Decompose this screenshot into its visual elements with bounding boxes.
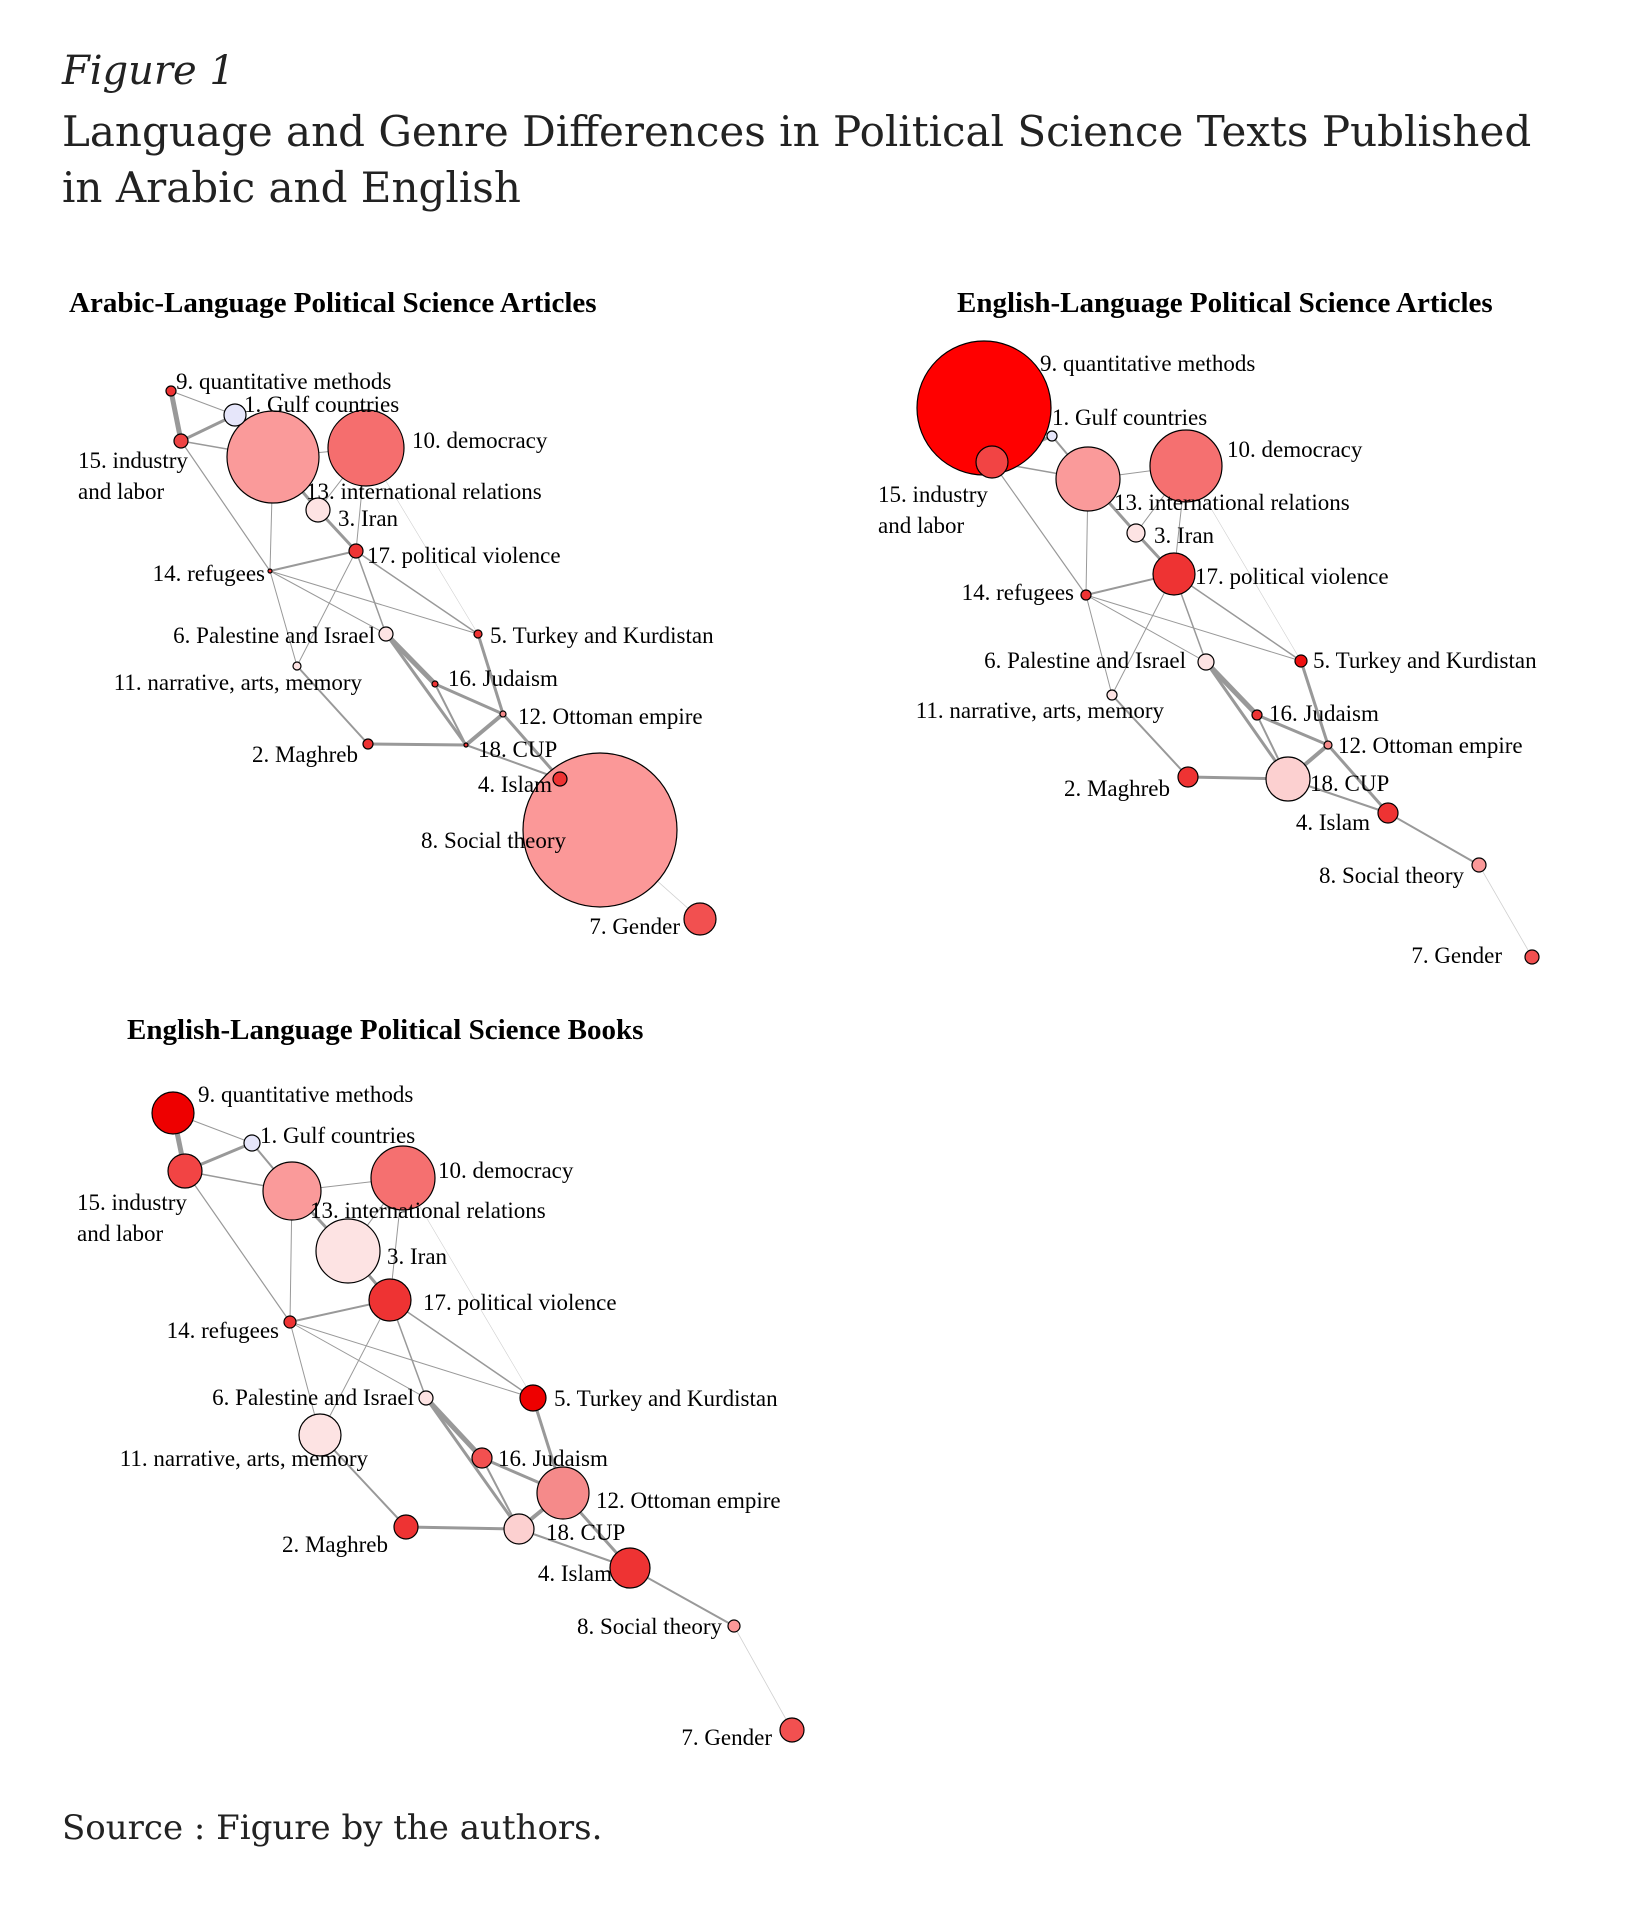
node-label-17: 17. political violence xyxy=(367,543,561,568)
node-14 xyxy=(284,1316,296,1328)
node-1 xyxy=(224,404,246,426)
node-label-8: 8. Social theory xyxy=(1319,863,1464,888)
node-label-12: 12. Ottoman empire xyxy=(1338,733,1523,758)
node-8 xyxy=(728,1620,740,1632)
node-label-18: 18. CUP xyxy=(1310,771,1390,796)
edge-16-18 xyxy=(435,684,466,745)
node-9 xyxy=(166,386,176,396)
node-label-9: 9. quantitative methods xyxy=(198,1082,414,1107)
node-7 xyxy=(780,1718,804,1742)
node-label-15: 15. industry and labor xyxy=(78,448,188,504)
node-label-5: 5. Turkey and Kurdistan xyxy=(490,623,714,648)
node-label-5: 5. Turkey and Kurdistan xyxy=(554,1386,778,1411)
node-label-13: 13. international relations xyxy=(310,1198,546,1223)
edge-6-16 xyxy=(386,634,435,684)
node-label-4: 4. Islam xyxy=(537,1561,612,1586)
node-label-11: 11. narrative, arts, memory xyxy=(113,670,362,695)
node-16 xyxy=(1252,710,1262,720)
node-label-18: 18. CUP xyxy=(478,737,558,762)
node-label-3: 3. Iran xyxy=(387,1244,448,1269)
node-17 xyxy=(1153,553,1195,595)
node-6 xyxy=(379,627,393,641)
node-label-11: 11. narrative, arts, memory xyxy=(915,698,1164,723)
edge-8-7 xyxy=(734,1626,792,1730)
node-label-3: 3. Iran xyxy=(338,506,399,531)
node-label-3: 3. Iran xyxy=(1154,523,1215,548)
panel-title: English-Language Political Science Articles xyxy=(957,287,1493,319)
node-16 xyxy=(472,1448,492,1468)
node-label-17: 17. political violence xyxy=(1195,564,1389,589)
node-12 xyxy=(537,1467,589,1519)
node-4 xyxy=(1378,803,1398,823)
node-label-12: 12. Ottoman empire xyxy=(596,1488,781,1513)
node-label-16: 16. Judaism xyxy=(498,1446,608,1471)
node-5 xyxy=(1295,655,1307,667)
node-15 xyxy=(976,446,1008,478)
node-label-14: 14. refugees xyxy=(166,1318,279,1343)
node-label-9: 9. quantitative methods xyxy=(1040,351,1256,376)
node-6 xyxy=(419,1391,433,1405)
node-label-10: 10. democracy xyxy=(438,1158,574,1183)
node-16 xyxy=(432,681,438,687)
node-label-2: 2. Maghreb xyxy=(281,1532,388,1557)
node-2 xyxy=(1178,767,1198,787)
node-label-15: 15. industry and labor xyxy=(878,482,988,538)
edge-14-11 xyxy=(270,571,297,666)
figure-label: Figure 1 xyxy=(62,48,235,94)
node-label-13: 13. international relations xyxy=(1114,490,1350,515)
node-label-4: 4. Islam xyxy=(477,772,552,797)
node-label-7: 7. Gender xyxy=(589,914,680,939)
node-7 xyxy=(684,903,716,935)
node-label-12: 12. Ottoman empire xyxy=(518,704,703,729)
edge-6-16 xyxy=(426,1398,482,1458)
node-5 xyxy=(474,630,482,638)
node-1 xyxy=(244,1135,260,1151)
node-18 xyxy=(464,743,468,747)
node-label-11: 11. narrative, arts, memory xyxy=(119,1446,368,1471)
node-7 xyxy=(1525,950,1539,964)
node-17 xyxy=(349,544,363,558)
node-14 xyxy=(268,569,272,573)
node-12 xyxy=(500,711,506,717)
node-12 xyxy=(1324,741,1332,749)
node-label-14: 14. refugees xyxy=(961,580,1074,605)
node-label-17: 17. political violence xyxy=(423,1290,617,1315)
edge-9-15 xyxy=(171,391,181,441)
edge-14-11 xyxy=(1086,595,1112,695)
panel-arabic-articles xyxy=(69,287,716,939)
node-label-1: 1. Gulf countries xyxy=(1052,405,1208,430)
panel-english-articles xyxy=(878,287,1539,968)
node-label-6: 6. Palestine and Israel xyxy=(984,648,1186,673)
node-4 xyxy=(553,772,567,786)
node-label-7: 7. Gender xyxy=(681,1725,772,1750)
node-11 xyxy=(293,662,301,670)
node-label-14: 14. refugees xyxy=(152,561,265,586)
node-3 xyxy=(1127,524,1145,542)
figure-title: Language and Genre Differences in Political Science Texts Published in Arabic and English xyxy=(62,107,1532,212)
node-label-1: 1. Gulf countries xyxy=(260,1123,416,1148)
node-label-13: 13. international relations xyxy=(306,479,542,504)
node-17 xyxy=(369,1279,411,1321)
node-label-4: 4. Islam xyxy=(1295,810,1370,835)
node-2 xyxy=(394,1515,418,1539)
edge-17-14 xyxy=(270,551,356,571)
node-5 xyxy=(520,1385,546,1411)
node-18 xyxy=(1266,757,1310,801)
node-label-10: 10. democracy xyxy=(1227,437,1363,462)
node-label-5: 5. Turkey and Kurdistan xyxy=(1313,648,1537,673)
panel-title: Arabic-Language Political Science Articles xyxy=(69,287,597,319)
figure-source: Source : Figure by the authors. xyxy=(62,1808,603,1848)
panel-title: English-Language Political Science Books xyxy=(127,1014,644,1046)
edge-4-8 xyxy=(1388,813,1479,865)
node-2 xyxy=(363,739,373,749)
edge-6-16 xyxy=(1206,662,1257,715)
node-18 xyxy=(504,1514,534,1544)
node-label-6: 6. Palestine and Israel xyxy=(173,623,375,648)
node-15 xyxy=(174,434,188,448)
node-14 xyxy=(1081,590,1091,600)
panel-english-books xyxy=(77,1014,804,1750)
node-label-2: 2. Maghreb xyxy=(251,742,358,767)
node-9 xyxy=(152,1092,194,1134)
node-1 xyxy=(1047,431,1057,441)
node-label-6: 6. Palestine and Israel xyxy=(212,1385,414,1410)
node-6 xyxy=(1198,654,1214,670)
edge-17-11 xyxy=(297,551,356,666)
node-10 xyxy=(328,410,404,486)
node-13 xyxy=(1056,447,1120,511)
node-8 xyxy=(1472,858,1486,872)
node-label-10: 10. democracy xyxy=(412,428,548,453)
node-label-15: 15. industry and labor xyxy=(77,1190,187,1246)
node-label-16: 16. Judaism xyxy=(1269,701,1379,726)
node-label-7: 7. Gender xyxy=(1411,943,1502,968)
node-4 xyxy=(610,1548,650,1588)
edge-17-11 xyxy=(320,1300,390,1435)
edge-2-18 xyxy=(406,1527,519,1529)
node-label-9: 9. quantitative methods xyxy=(176,369,392,394)
node-label-1: 1. Gulf countries xyxy=(244,392,400,417)
node-label-8: 8. Social theory xyxy=(421,828,566,853)
node-15 xyxy=(168,1154,202,1188)
node-3 xyxy=(316,1219,380,1283)
node-label-16: 16. Judaism xyxy=(448,666,558,691)
node-label-18: 18. CUP xyxy=(546,1520,626,1545)
edge-2-18 xyxy=(368,744,466,745)
node-label-2: 2. Maghreb xyxy=(1063,776,1170,801)
node-label-8: 8. Social theory xyxy=(577,1614,722,1639)
